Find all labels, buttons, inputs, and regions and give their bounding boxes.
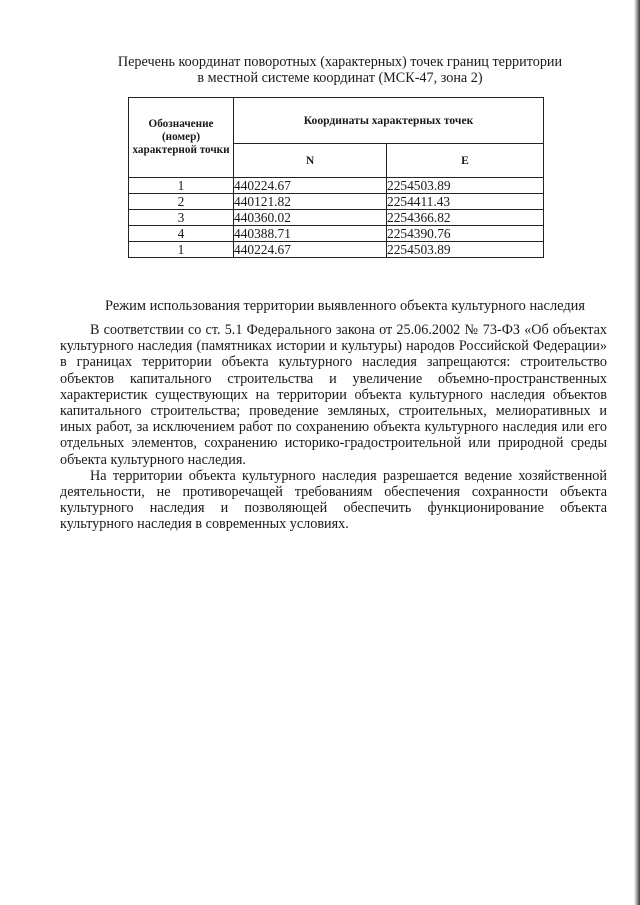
coord-n: 440360.02 xyxy=(234,210,387,226)
table-row xyxy=(129,178,544,194)
table-row xyxy=(129,210,544,226)
table-row xyxy=(129,242,544,258)
header-designation: Обозначение (номер) характерной точки xyxy=(129,98,234,178)
point-number: 4 xyxy=(129,226,234,242)
header-n: N xyxy=(234,144,387,178)
paragraph-prohibitions: В соответствии со ст. 5.1 Федерального закона от 25.06.2002 № 73-ФЗ «Об объектах культурного наследия (памятниках истории и культуры) народов Российской Федерации» в границах территории объекта культурного наследия запрещаются: строительство объектов капитального строительства и увеличение объемно-пространственных характеристик существующих на территории объекта культурного наследия объектов капитального строительства; проведение земляных, строительных, мелиоративных и иных работ, за исключением работ по сохранению объекта культурного наследия или его отдельных элементов, сохранению историко-градостроительной или природной среды объекта культурного наследия. xyxy=(60,322,607,468)
header-e: E xyxy=(387,144,544,178)
coord-n: 440224.67 xyxy=(234,178,387,194)
coord-n: 440388.71 xyxy=(234,226,387,242)
point-number: 1 xyxy=(129,178,234,194)
table-row xyxy=(129,194,544,210)
scan-edge xyxy=(634,0,640,905)
body-text xyxy=(60,322,607,533)
coord-e: 2254503.89 xyxy=(387,178,544,194)
point-number: 1 xyxy=(129,242,234,258)
title-line-2: в местной системе координат (МСК-47, зона 2) xyxy=(197,70,483,86)
point-number: 2 xyxy=(129,194,234,210)
coord-n: 440121.82 xyxy=(234,194,387,210)
title-line-1: Перечень координат поворотных (характерных) точек границ территории xyxy=(117,54,563,70)
header-coordinates: Координаты характерных точек xyxy=(234,98,544,144)
coord-n: 440224.67 xyxy=(234,242,387,258)
coordinates-table xyxy=(128,97,544,258)
coord-e: 2254503.89 xyxy=(387,242,544,258)
coord-e: 2254390.76 xyxy=(387,226,544,242)
table-row xyxy=(129,226,544,242)
document-title xyxy=(60,54,620,86)
coord-e: 2254411.43 xyxy=(387,194,544,210)
coord-e: 2254366.82 xyxy=(387,210,544,226)
point-number: 3 xyxy=(129,210,234,226)
regime-heading: Режим использования территории выявленного объекта культурного наследия xyxy=(105,298,585,314)
paragraph-permissions: На территории объекта культурного наследия разрешается ведение хозяйственной деятельности, не противоречащей требованиям обеспечения сохранности объекта культурного наследия и позволяющей обеспечить функционирование объекта культурного наследия в современных условиях. xyxy=(60,467,607,533)
